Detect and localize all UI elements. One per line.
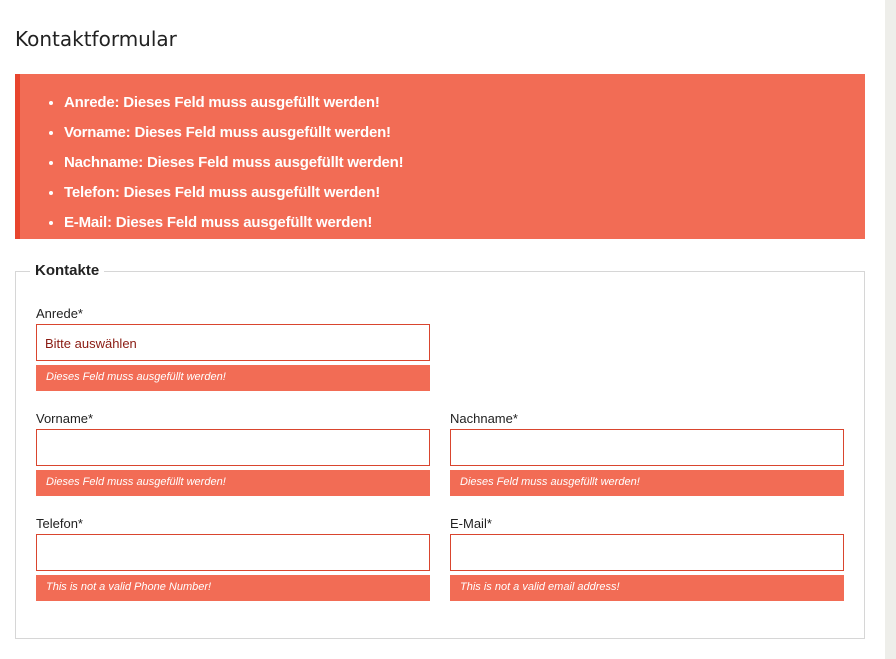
nachname-input[interactable] xyxy=(450,429,844,466)
page-title: Kontaktformular xyxy=(15,27,177,51)
error-item-vorname: • Vorname: Dieses Feld muss ausgefüllt werden! xyxy=(64,118,865,148)
anrede-error: Dieses Feld muss ausgefüllt werden! xyxy=(36,365,430,391)
error-item-anrede: • Anrede: Dieses Feld muss ausgefüllt werden! xyxy=(64,88,865,118)
telefon-error: This is not a valid Phone Number! xyxy=(36,575,430,601)
error-item-nachname: • Nachname: Dieses Feld muss ausgefüllt werden! xyxy=(64,148,865,178)
email-input[interactable] xyxy=(450,534,844,571)
vorname-error: Dieses Feld muss ausgefüllt werden! xyxy=(36,470,430,496)
nachname-label: Nachname* xyxy=(450,411,518,426)
anrede-label: Anrede* xyxy=(36,306,83,321)
error-item-telefon: • Telefon: Dieses Feld muss ausgefüllt werden! xyxy=(64,178,865,208)
page-edge xyxy=(885,0,896,659)
email-error: This is not a valid email address! xyxy=(450,575,844,601)
vorname-label: Vorname* xyxy=(36,411,94,426)
vorname-input[interactable] xyxy=(36,429,430,466)
anrede-select[interactable]: Bitte auswählen xyxy=(36,324,430,361)
email-label: E-Mail* xyxy=(450,516,492,531)
error-list xyxy=(20,74,865,238)
telefon-input[interactable] xyxy=(36,534,430,571)
error-summary xyxy=(15,74,865,239)
error-item-email: • E-Mail: Dieses Feld muss ausgefüllt werden! xyxy=(64,208,865,238)
fieldset-legend: Kontakte xyxy=(30,262,104,279)
telefon-label: Telefon* xyxy=(36,516,83,531)
nachname-error: Dieses Feld muss ausgefüllt werden! xyxy=(450,470,844,496)
